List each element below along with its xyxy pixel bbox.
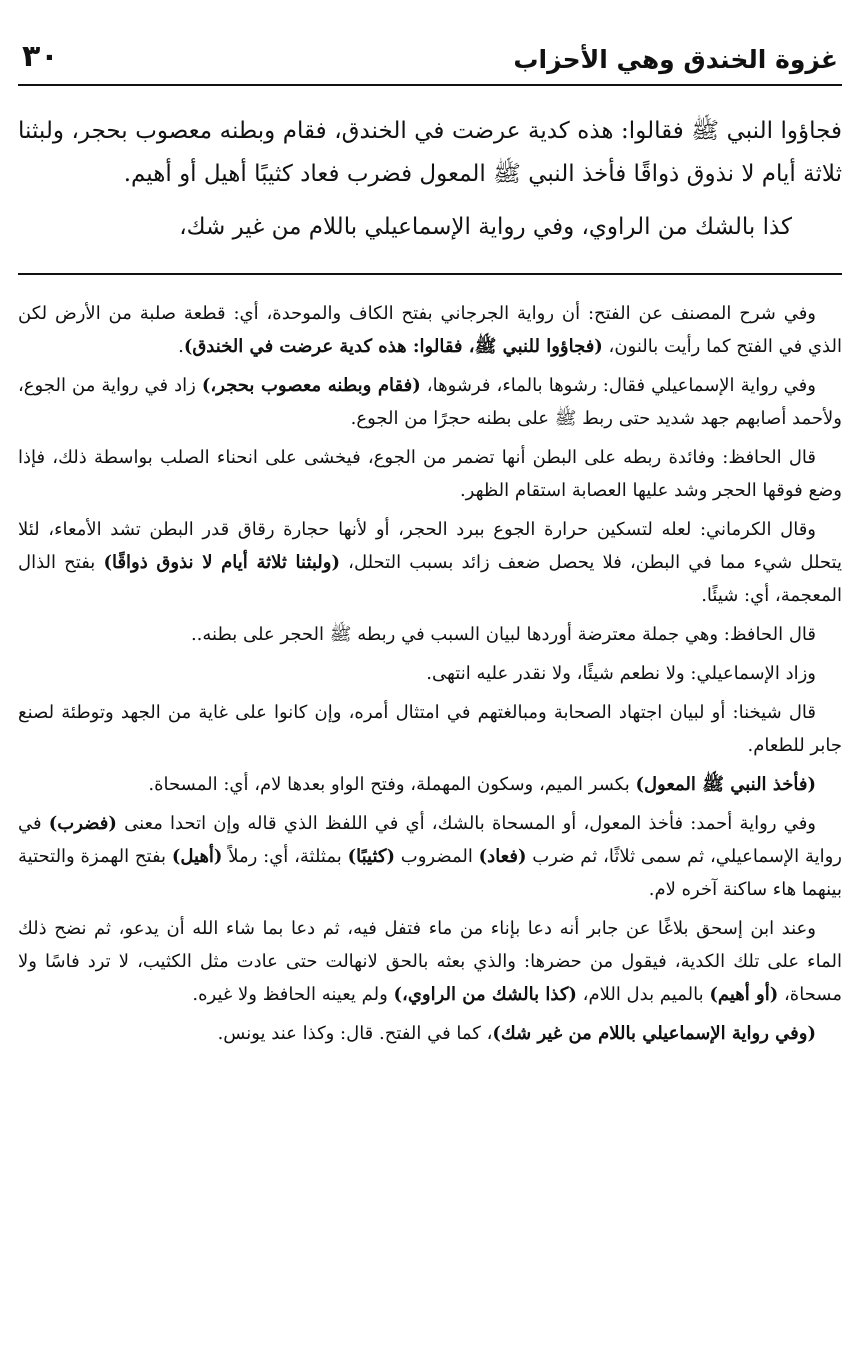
quoted-text: (فقام وبطنه معصوب بحجر،) — [201, 375, 421, 396]
body-text: وفي شرح المصنف عن الفتح: أن رواية الجرجاني بفتح الكاف والموحدة، أي: قطعة صلبة من الأرض لكن الذي في الفتح كما رأيت بالنون، — [18, 303, 842, 357]
main-paragraph — [18, 110, 842, 196]
body-text: المضروب — [394, 846, 479, 867]
body-text: بفتح الذال المعجمة، أي: شيئًا. — [18, 552, 842, 606]
quoted-text: (وفي رواية الإسماعيلي باللام من غير شك) — [492, 1023, 816, 1044]
body-text: ، كما في الفتح. قال: وكذا عند يونس. — [217, 1023, 493, 1044]
footnote-divider — [18, 273, 842, 275]
body-text: وفي رواية أحمد: فأخذ المعول، أو المسحاة بالشك، أي في اللفظ الذي قاله وإن اتحدا معنى — [116, 813, 816, 834]
page-header — [18, 0, 842, 86]
body-text: وزاد الإسماعيلي: ولا نطعم شيئًا، ولا نقدر عليه انتهى. — [426, 663, 816, 684]
body-text: وعند ابن إسحق بلاغًا عن جابر أنه دعا بإناء من ماء فتفل فيه، ثم دعا بما شاء الله أن يدعو، ثم نضح ذلك الماء على تلك الكدية، فيقول من حضرها: والذي بعثه بالحق لانهالت حتى عادت مثل الكثيب، لا ترد فاسًا ولا مسحاة، — [18, 918, 842, 1005]
commentary-paragraph — [18, 297, 842, 363]
quoted-text: (فجاؤوا للنبي ﷺ، فقالوا: هذه كدية عرضت في الخندق) — [183, 336, 603, 357]
body-text: بمثلثة، أي: رملاً — [222, 846, 348, 867]
body-text: . — [178, 336, 184, 357]
body-text: فجاؤوا النبي ﷺ فقالوا: هذه كدية عرضت في الخندق، فقام وبطنه معصوب بحجر، ولبثنا ثلاثة أيام لا نذوق ذواقًا فأخذ النبي ﷺ المعول فضرب فعاد كثيبًا أهيل أو أهيم. — [18, 118, 842, 187]
body-text: في رواية الإسماعيلي، ثم سمى ثلاثًا، ثم ضرب — [18, 813, 842, 867]
commentary-paragraph — [18, 807, 842, 906]
chapter-title: غزوة الخندق وهي الأحزاب — [513, 45, 838, 74]
commentary — [18, 297, 842, 1050]
commentary-paragraph — [18, 912, 842, 1011]
body-text: قال الحافظ: وهي جملة معترضة أوردها لبيان السبب في ربطه ﷺ الحجر على بطنه.. — [190, 624, 816, 645]
body-text: بفتح الهمزة والتحتية بينهما هاء ساكنة آخره لام. — [18, 846, 842, 900]
commentary-paragraph — [18, 657, 842, 690]
quoted-text: (كثيبًا) — [347, 846, 395, 867]
commentary-paragraph — [18, 618, 842, 651]
quoted-text: (أو أهيم) — [709, 984, 779, 1005]
body-text: بالميم بدل اللام، — [576, 984, 710, 1005]
body-text: وفي رواية الإسماعيلي فقال: رشوها بالماء، فرشوها، — [420, 375, 816, 396]
commentary-paragraph — [18, 369, 842, 435]
commentary-paragraph — [18, 696, 842, 762]
body-text: ولم يعينه الحافظ ولا غيره. — [192, 984, 394, 1005]
main-text — [18, 110, 842, 249]
quoted-text: (ولبثنا ثلاثة أيام لا نذوق ذواقًا) — [103, 552, 341, 573]
quoted-text: (كذا بالشك من الراوي،) — [393, 984, 577, 1005]
commentary-paragraph — [18, 1017, 842, 1050]
body-text: كذا بالشك من الراوي، وفي رواية الإسماعيلي باللام من غير شك، — [179, 214, 792, 240]
quoted-text: (فأخذ النبي ﷺ المعول) — [635, 774, 816, 795]
body-text: زاد في رواية من الجوع، ولأحمد أصابهم جهد شديد حتى ربط ﷺ على بطنه حجرًا من الجوع. — [18, 375, 842, 429]
body-text: بكسر الميم، وسكون المهملة، وفتح الواو بعدها لام، أي: المسحاة. — [148, 774, 636, 795]
body-text: قال شيخنا: أو لبيان اجتهاد الصحابة ومبالغتهم في امتثال أمره، وإن كانوا على غاية من الجهد وتوطئة لصنع جابر للطعام. — [18, 702, 842, 756]
body-text: وقال الكرماني: لعله لتسكين حرارة الجوع ببرد الحجر، أو لأنها حجارة رقاق قدر البطن تشد الأمعاء، لئلا يتحلل شيء مما في البطن، فلا يحصل ضعف زائد بسبب التحلل، — [18, 519, 842, 573]
page-number: ٣٠ — [22, 39, 59, 74]
commentary-paragraph — [18, 513, 842, 612]
commentary-paragraph — [18, 768, 842, 801]
quoted-text: (أهيل) — [171, 846, 223, 867]
body-text: قال الحافظ: وفائدة ربطه على البطن أنها تضمر من الجوع، فيخشى على انحناء الصلب بواسطة ذلك، فإذا وضع فوقها الحجر وشد عليها العصابة استقام الظهر. — [18, 447, 842, 501]
quoted-text: (فضرب) — [48, 813, 117, 834]
commentary-paragraph — [18, 441, 842, 507]
main-paragraph — [18, 206, 842, 249]
quoted-text: (فعاد) — [478, 846, 527, 867]
